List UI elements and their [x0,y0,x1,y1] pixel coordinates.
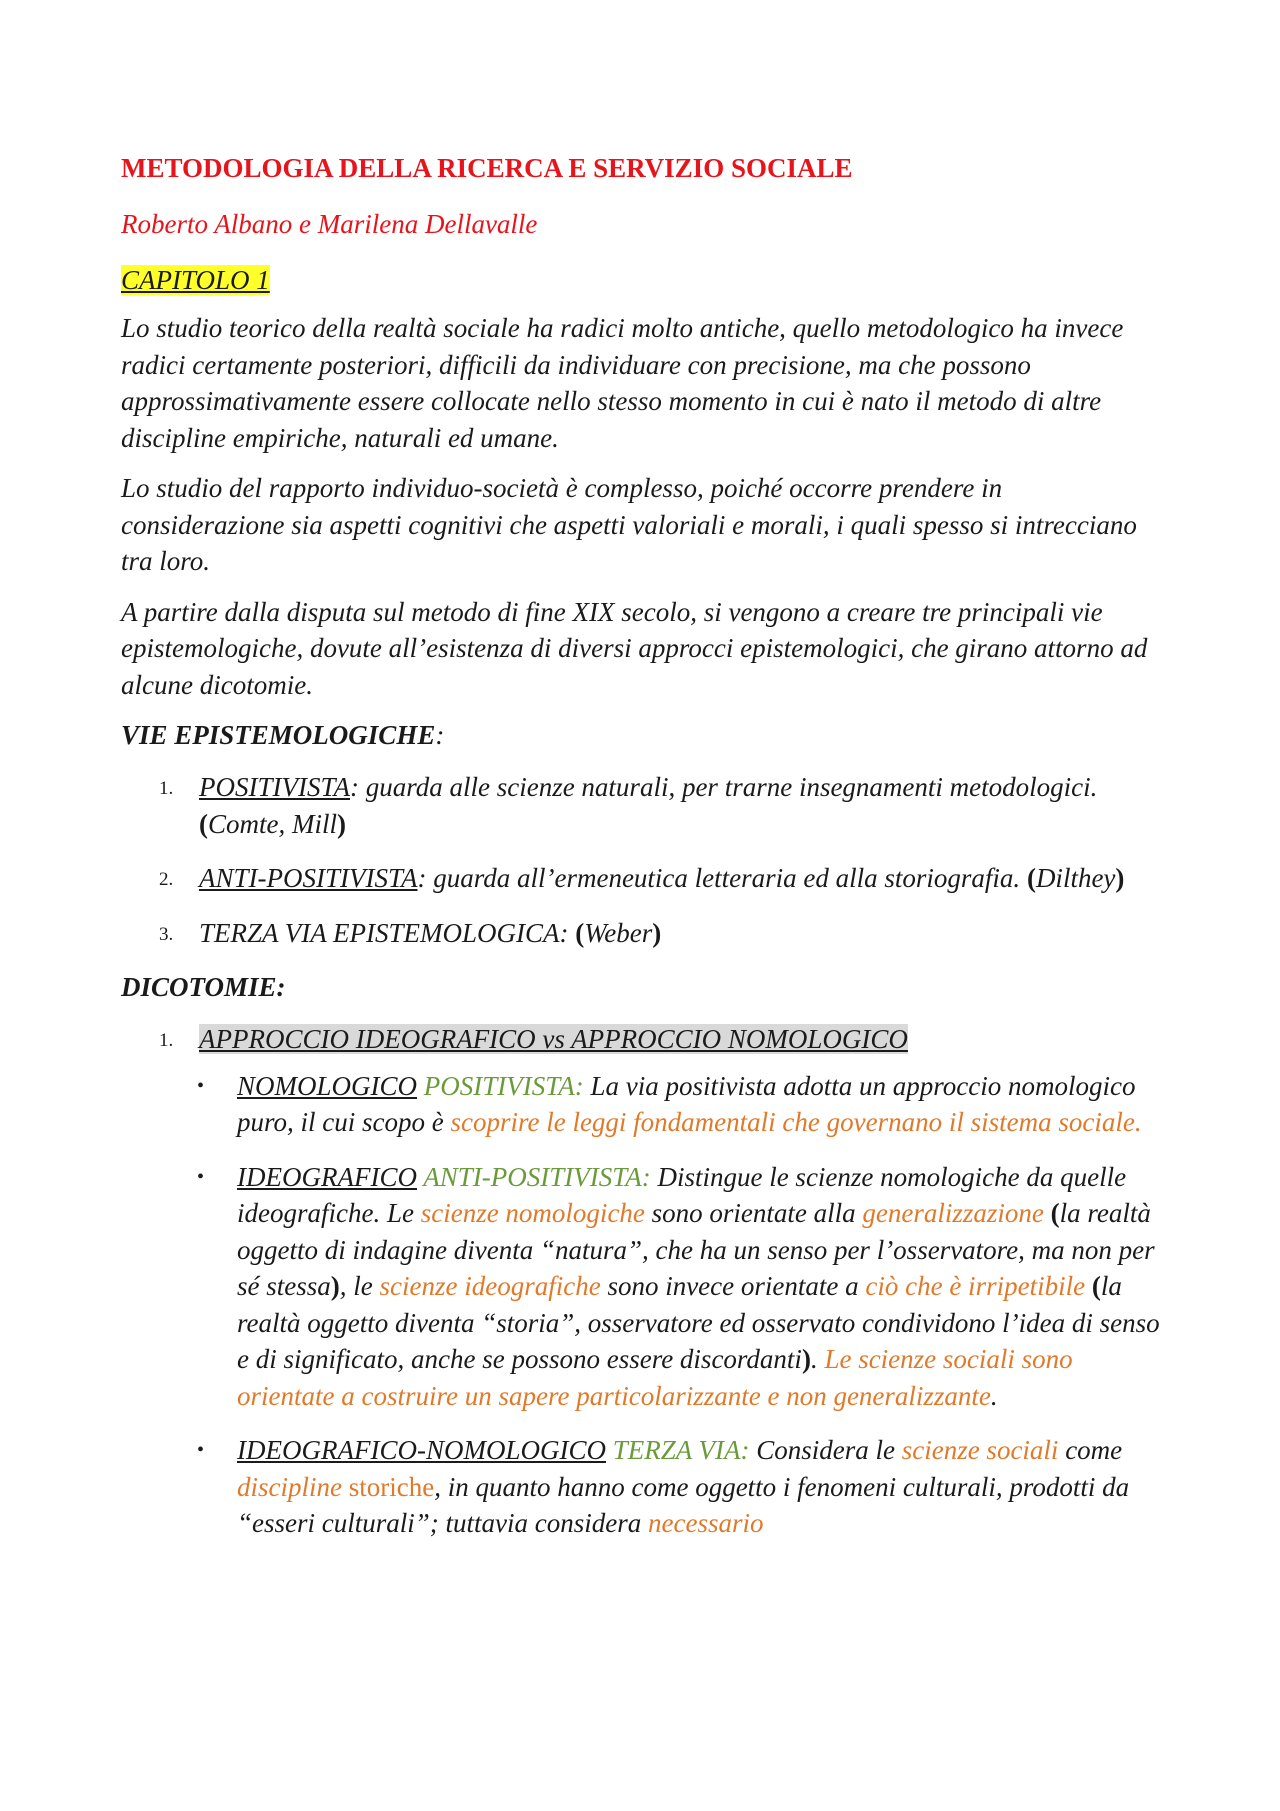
vie-list [121,769,1161,951]
paren: ( [1050,1198,1060,1228]
list-text: : guarda alle scienze naturali, per trarne insegnamenti metodologici. [349,772,1098,802]
vie-epistemologiche-heading [121,717,1161,753]
highlight-text: scoprire le leggi fondamentali che governano il sistema sociale. [450,1107,1142,1137]
bullet-dot: • [197,1074,205,1097]
list-item [121,1432,1161,1542]
list-author: Weber [584,917,653,948]
paragraph-1: Lo studio teorico della realtà sociale ha radici molto antiche, quello metodologico ha invece radici certamente posteriori, difficili da individuare con precisione, ma che possono approssimativamente essere collocate nello stesso momento in cui è nato il metodo di altre discipline empiriche, naturali ed umane. [121,313,1124,453]
list-term: POSITIVISTA [199,772,350,802]
highlight-text: storiche [341,1471,435,1502]
bullet-text: La via positivista adotta un approccio nomologico puro, il cui scopo è [237,1070,1136,1137]
list-number: 2. [159,869,174,890]
vie-heading-text: VIE EPISTEMOLOGICHE [121,720,436,750]
list-item [121,1021,1161,1058]
list-item [121,1159,1161,1415]
paren: ) [330,1271,340,1301]
bullet-tag: POSITIVISTA: [417,1070,584,1101]
chapter-label: CAPITOLO 1 [121,265,270,295]
paragraph-2: Lo studio del rapporto individuo-società è complesso, poiché occorre prendere in considerazione sia aspetti cognitivi che aspetti valoriali e morali, i quali spesso si intrecciano tra loro. [121,473,1137,576]
document-body [121,150,1161,1560]
bullet-term: IDEOGRAFICO [237,1161,417,1192]
bullet-dot: • [197,1165,205,1188]
highlight-text: Le scienze sociali sono orientate a costruire un sapere particolarizzante e non generalizzante [237,1344,1073,1411]
highlight-text: ciò che è irripetibile [865,1271,1086,1301]
vie-heading-colon: : [435,720,445,750]
list-number: 3. [159,923,174,945]
bullet-tag: ANTI-POSITIVISTA: [416,1161,651,1192]
bullet-text: , le [339,1271,380,1301]
highlight-text: generalizzazione [862,1198,1044,1228]
bullet-text: . [990,1380,998,1411]
list-item [121,915,1161,952]
approach-bullets [121,1068,1161,1542]
bullet-text [1044,1198,1051,1228]
dicotomie-list [121,1021,1161,1058]
highlight-text: scienze ideografiche [379,1271,601,1301]
paren: ) [652,917,662,948]
paragraph-3: A partire dalla disputa sul metodo di fine XIX secolo, si vengono a creare tre principali vie epistemologiche, dovute all’esistenza di diversi approcci epistemologici, che girano attorno ad alcune dicotomie. [121,596,1148,700]
paren: ( [1091,1271,1101,1301]
list-item [121,1068,1161,1141]
paren: ( [199,808,208,839]
list-term: ANTI-POSITIVISTA [199,863,418,893]
bullet-tag: TERZA VIA: [605,1435,750,1465]
list-number: 1. [159,778,174,799]
paren: ) [801,1344,811,1374]
dicotomia-label: APPROCCIO IDEOGRAFICO vs APPROCCIO NOMOLOGICO [199,1024,908,1054]
bullet-text: , in quanto hanno come oggetto i fenomeni culturali, prodotti da “esseri culturali”; tuttavia considera [237,1471,1130,1538]
bullet-text: come [1058,1435,1123,1465]
document-title: METODOLOGIA DELLA RICERCA E SERVIZIO SOCIALE [121,153,853,183]
bullet-text: sono invece orientate a [600,1271,866,1301]
bullet-text: sono orientate alla [644,1198,863,1228]
bullet-text: la realtà oggetto diventa “storia”, osservatore ed osservato condividono l’idea di senso e di significato, anche se possono essere discordanti [237,1271,1160,1374]
bullet-text: Distingue le scienze nomologiche da quelle ideografiche. Le [237,1161,1127,1228]
highlight-text: scienze nomologiche [420,1198,645,1228]
list-item [121,769,1161,842]
highlight-text: necessario [648,1508,764,1538]
highlight-text: scienze sociali [901,1435,1059,1465]
list-author: Comte, Mill [208,808,337,839]
dicotomie-heading: DICOTOMIE: [121,972,286,1002]
highlight-text: discipline [237,1471,342,1502]
chapter-heading [121,262,1161,298]
paren: ) [1115,863,1125,893]
list-text: : guarda all’ermeneutica letteraria ed alla storiografia. [417,863,1027,893]
list-term: TERZA VIA EPISTEMOLOGICA: [199,917,576,948]
bullet-text [1085,1271,1092,1301]
paren: ( [575,917,585,948]
bullet-term: NOMOLOGICO [237,1070,418,1101]
list-number: 1. [159,1030,174,1051]
paren: ( [1026,863,1036,893]
bullet-text: . [810,1344,825,1374]
list-item [121,860,1161,897]
bullet-text: Considera le [749,1435,902,1465]
paren: ) [337,808,346,839]
bullet-dot: • [197,1439,205,1461]
list-author: Dilthey [1035,863,1116,893]
bullet-text: la realtà oggetto di indagine diventa “natura”, che ha un senso per l’osservatore, ma non per sé stessa [237,1198,1155,1301]
bullet-term: IDEOGRAFICO-NOMOLOGICO [237,1435,606,1465]
document-authors: Roberto Albano e Marilena Dellavalle [121,209,538,239]
